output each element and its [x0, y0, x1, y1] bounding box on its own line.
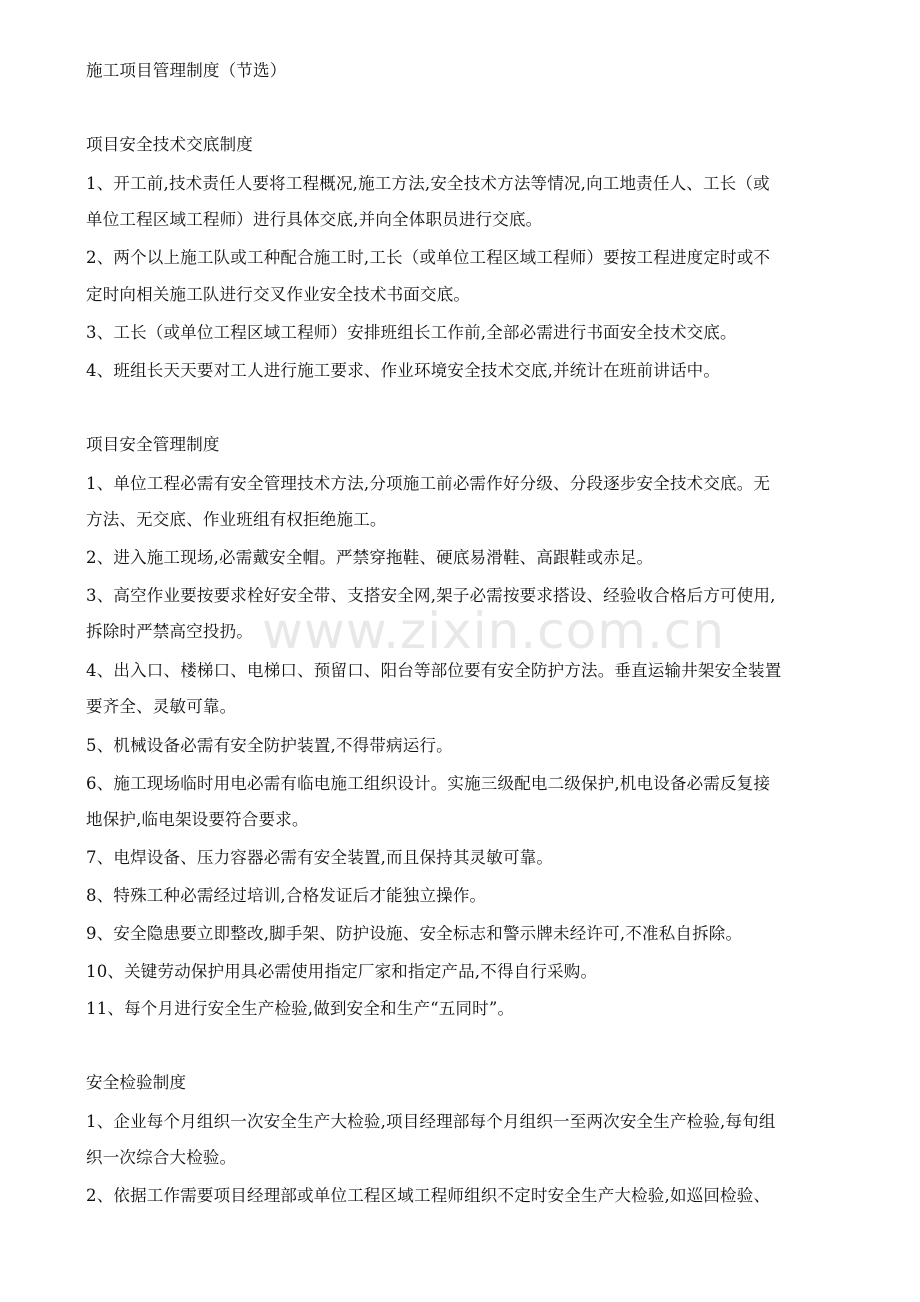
paragraph-line: 1、企业每个月组织一次安全生产大检验,项目经理部每个月组织一至两次安全生产检验,每旬组 — [86, 1112, 776, 1131]
paragraph-line: 2、两个以上施工队或工种配合施工时,工长（或单位工程区域工程师）要按工程进度定时或不 — [86, 248, 771, 267]
section-heading: 项目安全管理制度 — [86, 435, 220, 454]
paragraph-line: 单位工程区域工程师）进行具体交底,并向全体职员进行交底。 — [86, 210, 543, 229]
paragraph-line: 11、每个月进行安全生产检验,做到安全和生产“五同时”。 — [86, 999, 515, 1018]
section-heading: 安全检验制度 — [86, 1073, 187, 1092]
paragraph-line: 1、开工前,技术责任人要将工程概况,施工方法,安全技术方法等情况,向工地责任人、工长（或 — [86, 174, 770, 193]
paragraph-line: 要齐全、灵敏可靠。 — [86, 697, 237, 716]
watermark: www.zixin.com.cn — [262, 602, 726, 660]
paragraph-line: 4、班组长天天要对工人进行施工要求、作业环境安全技术交底,并统计在班前讲话中。 — [86, 361, 721, 380]
paragraph-line: 4、出入口、楼梯口、电梯口、预留口、阳台等部位要有安全防护方法。垂直运输井架安全装置 — [86, 661, 782, 680]
paragraph-line: 3、工长（或单位工程区域工程师）安排班组长工作前,全部必需进行书面安全技术交底。 — [86, 323, 737, 342]
paragraph-line: 定时向相关施工队进行交叉作业安全技术书面交底。 — [86, 285, 471, 304]
paragraph-line: 5、机械设备必需有安全防护装置,不得带病运行。 — [86, 736, 453, 755]
document-title: 施工项目管理制度（节选） — [86, 61, 287, 80]
paragraph-line: 6、施工现场临时用电必需有临电施工组织设计。实施三级配电二级保护,机电设备必需反复接 — [86, 774, 771, 793]
paragraph-line: 地保护,临电架设要符合要求。 — [86, 810, 309, 829]
paragraph-line: 拆除时严禁高空投扔。 — [86, 622, 253, 641]
paragraph-line: 2、进入施工现场,必需戴安全帽。严禁穿拖鞋、硬底易滑鞋、高跟鞋或赤足。 — [86, 548, 654, 567]
section-heading: 项目安全技术交底制度 — [86, 135, 253, 154]
paragraph-line: 9、安全隐患要立即整改,脚手架、防护设施、安全标志和警示牌未经许可,不准私自拆除。 — [86, 924, 743, 943]
paragraph-line: 8、特殊工种必需经过培训,合格发证后才能独立操作。 — [86, 886, 487, 905]
paragraph-line: 织一次综合大检验。 — [86, 1148, 237, 1167]
paragraph-line: 方法、无交底、作业班组有权拒绝施工。 — [86, 510, 387, 529]
paragraph-line: 10、关键劳动保护用具必需使用指定厂家和指定产品,不得自行采购。 — [86, 962, 598, 981]
paragraph-line: 7、电焊设备、压力容器必需有安全装置,而且保持其灵敏可靠。 — [86, 848, 554, 867]
paragraph-line: 1、单位工程必需有安全管理技术方法,分项施工前必需作好分级、分段逐步安全技术交底。无 — [86, 474, 771, 493]
paragraph-line: 3、高空作业要按要求栓好安全带、支搭安全网,架子必需按要求搭设、经验收合格后方可使用, — [86, 586, 776, 605]
paragraph-line: 2、依据工作需要项目经理部或单位工程区域工程师组织不定时安全生产大检验,如巡回检验、 — [86, 1186, 771, 1205]
